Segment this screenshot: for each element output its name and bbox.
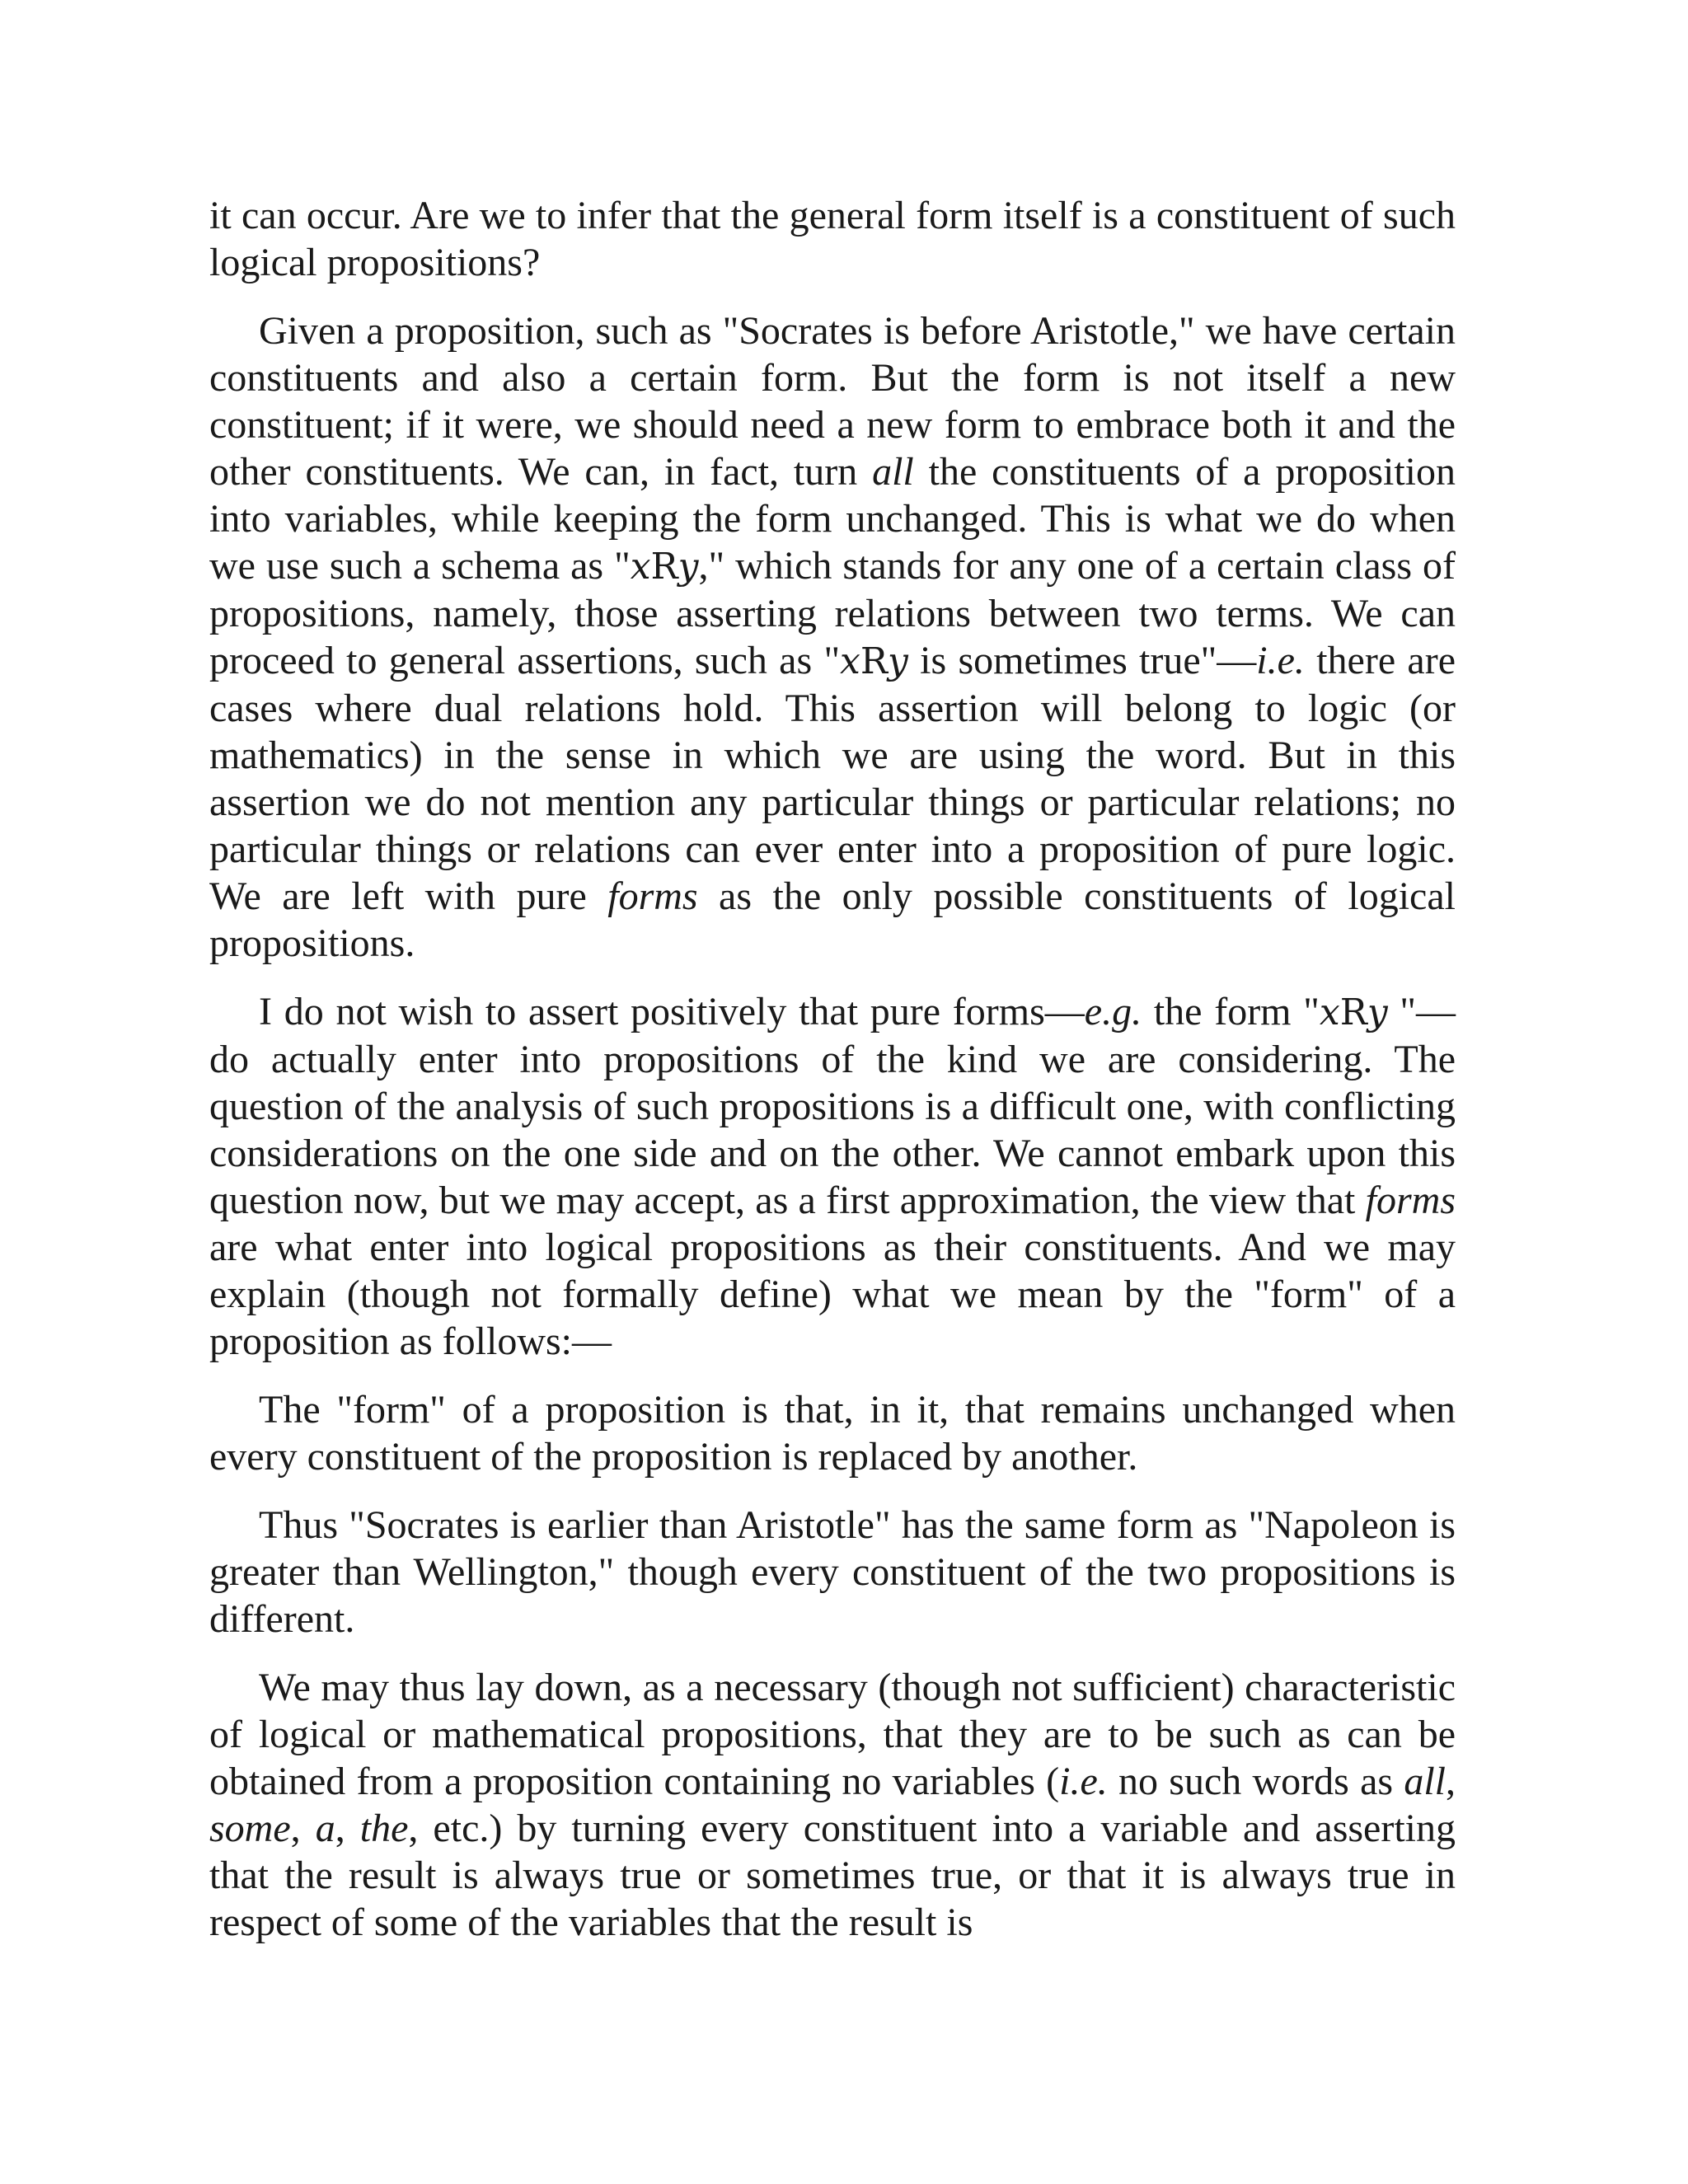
emphasis: forms xyxy=(607,874,698,918)
text-run: Given a proposition, such as "Socrates is before Aristotle," we have certain constituents and also a certain form. But the form is not itself a new constituent; if it were, we should need a new form to embrace both it and the other constituents. We can, in fact, turn xyxy=(209,309,1456,494)
math-xry xyxy=(840,640,908,682)
text-run: no such words as xyxy=(1107,1760,1404,1803)
math-var-x: x xyxy=(840,640,860,682)
paragraph-3 xyxy=(209,988,1456,1365)
text-run: is sometimes true"— xyxy=(907,639,1257,682)
document-page xyxy=(209,192,1456,1967)
text-run: , xyxy=(1446,1760,1456,1803)
math-rel-r: R xyxy=(650,546,678,588)
math-xry xyxy=(631,546,699,588)
text-run: "—do actually enter into propositions of the kind we are considering. The question of the analysis of such propositions is a difficult one, with conflicting considerations on the one side and on the other. We cannot embark upon this question now, but we may accept, as a first approximation, the view that xyxy=(209,990,1456,1222)
emphasis: forms xyxy=(1365,1179,1456,1222)
math-var-x: x xyxy=(630,546,651,588)
math-var-y: y xyxy=(678,546,699,588)
paragraph-4 xyxy=(209,1386,1456,1480)
text-run: , xyxy=(335,1807,360,1850)
math-rel-r: R xyxy=(860,640,889,682)
text-run: as the only possible constituents of logical propositions. xyxy=(209,874,1456,965)
text-run: are what enter into logical propositions as their constituents. And we may explain (though not formally define) what we mean by the "form" of a proposition as follows:— xyxy=(209,1226,1456,1363)
math-xry xyxy=(1320,991,1388,1033)
emphasis: e.g. xyxy=(1084,990,1142,1033)
paragraph-5 xyxy=(209,1502,1456,1643)
math-rel-r: R xyxy=(1339,991,1367,1033)
emphasis: some xyxy=(209,1807,291,1850)
text-run: I do not wish to assert positively that pure forms— xyxy=(259,990,1085,1033)
paragraph-6 xyxy=(209,1664,1456,1946)
paragraph-1 xyxy=(209,192,1456,286)
text-run: the constituents of a proposition into variables, while keeping the form unchanged. This is what we do when we use such a schema as " xyxy=(209,450,1456,588)
text-run: Thus "Socrates is earlier than Aristotle" has the same form as "Napoleon is greater than Wellington," though every constituent of the two propositions is different. xyxy=(209,1503,1456,1641)
text-run: , etc.) by turning every constituent into a variable and asserting that the result is always true or sometimes true, or that it is always true in respect of some of the variables that the result is xyxy=(209,1807,1456,1944)
emphasis: all xyxy=(872,450,914,494)
text-run: it can occur. Are we to infer that the general form itself is a constituent of such logical propositions? xyxy=(209,194,1456,284)
emphasis: i.e. xyxy=(1256,639,1305,682)
math-var-y: y xyxy=(888,640,908,682)
emphasis: i.e. xyxy=(1059,1760,1108,1803)
text-run: , xyxy=(290,1807,316,1850)
text-run: the form " xyxy=(1142,990,1320,1033)
text-run: ," which stands for any one of a certain class of propositions, namely, those asserting relations between two terms. We can proceed to general assertions, such as " xyxy=(209,544,1456,682)
text-run: The "form" of a proposition is that, in it, that remains unchanged when every constituent of the proposition is replaced by another. xyxy=(209,1388,1456,1479)
text-run: We may thus lay down, as a necessary (though not sufficient) characteristic of logical or mathematical propositions, that they are to be such as can be obtained from a proposition containing no variables ( xyxy=(209,1666,1456,1803)
math-var-y: y xyxy=(1367,991,1388,1033)
emphasis: all xyxy=(1404,1760,1447,1803)
emphasis: a xyxy=(315,1807,335,1850)
paragraph-2 xyxy=(209,307,1456,967)
math-var-x: x xyxy=(1319,991,1340,1033)
emphasis: the xyxy=(359,1807,409,1850)
text-run: there are cases where dual relations hold. This assertion will belong to logic (or mathematics) in the sense in which we are using the word. But in this assertion we do not mention any particular things or particular relations; no particular things or relations can ever enter into a proposition of pure logic. We are left with pure xyxy=(209,639,1456,918)
